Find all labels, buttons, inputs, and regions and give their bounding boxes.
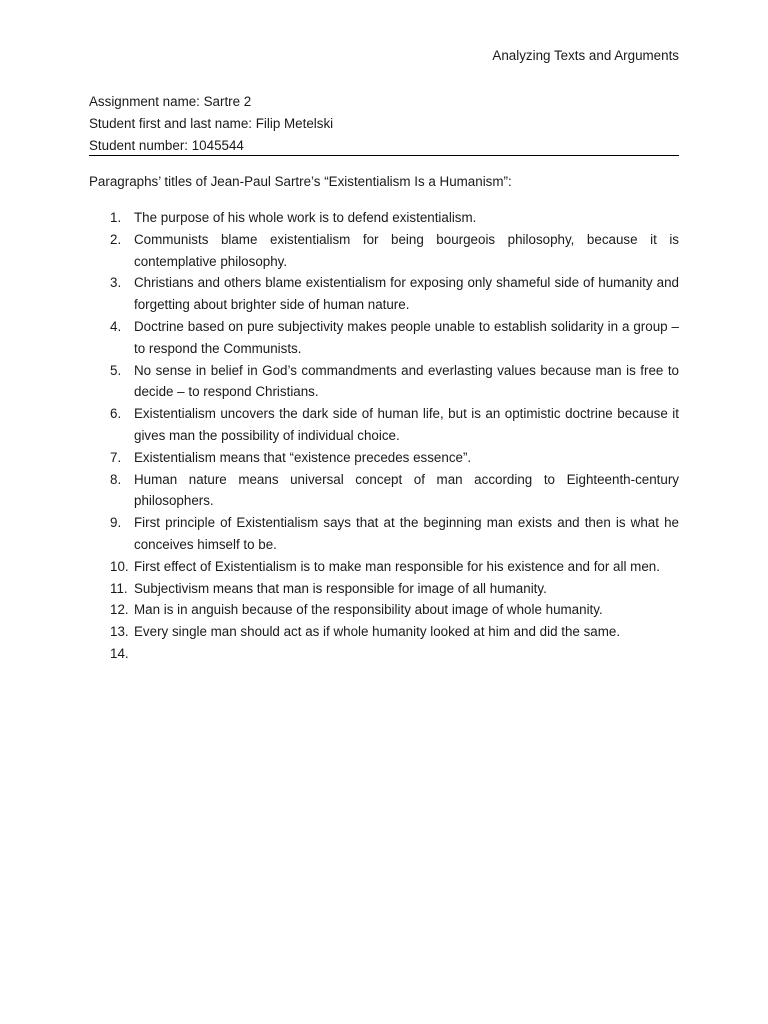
list-item-number: 4. [110,318,122,334]
list-item-number: 2. [110,231,122,247]
list-item-text: Every single man should act as if whole humanity looked at him and did the same. [134,624,621,640]
list-item-text: Communists blame existentialism for being bourgeois philosophy, because it is contemplative philosophy. [134,231,679,269]
assignment-name: Assignment name: Sartre 2 [89,94,252,109]
list-item [89,403,679,447]
student-info-block [89,93,679,159]
list-item [89,469,679,513]
list-item [89,207,679,229]
list-item [89,578,679,600]
list-item-text [134,643,679,665]
list-item-number: 5. [110,362,122,378]
list-item [89,556,679,578]
list-item-text: Subjectivism means that man is responsible for image of all humanity. [134,580,547,596]
list-item-number: 9. [110,515,122,531]
list-item-text: Christians and others blame existentialism for exposing only shameful side of humanity and forgetting about brighter side of human nature. [134,275,679,313]
list-item [89,599,679,621]
list-item-text: No sense in belief in God’s commandments and everlasting values because man is free to decide – to respond Christians. [134,362,679,400]
list-item-text: Doctrine based on pure subjectivity makes people unable to establish solidarity in a group – to respond the Communists. [134,318,679,356]
list-item [89,512,679,556]
list-item-text: Human nature means universal concept of man according to Eighteenth-century philosophers. [134,471,679,509]
list-item-text: First effect of Existentialism is to make man responsible for his existence and for all men. [134,558,660,574]
list-item-number: 11. [110,580,128,596]
horizontal-divider [89,155,679,156]
list-item-number: 12. [110,602,129,618]
list-item-number: 3. [110,275,122,291]
list-item [89,229,679,273]
list-item-number: 10. [110,558,129,574]
list-item-number: 14. [110,645,129,661]
list-item-text: The purpose of his whole work is to defend existentialism. [134,210,477,225]
list-item-text: Man is in anguish because of the responsibility about image of whole humanity. [134,602,603,618]
student-name: Student first and last name: Filip Metelski [89,116,334,131]
list-item [89,621,679,643]
list-item-text: Existentialism uncovers the dark side of human life, but is an optimistic doctrine because it gives man the possibility of individual choice. [134,406,679,443]
list-item-number: 8. [110,471,122,487]
student-number: Student number: 1045544 [89,138,244,153]
list-intro: Paragraphs’ titles of Jean-Paul Sartre’s “Existentialism Is a Humanism”: [89,174,512,189]
list-item-text: First principle of Existentialism says that at the beginning man exists and then is what he conceives himself to be. [134,515,679,552]
list-item [89,272,679,316]
list-item-number: 6. [110,406,122,422]
list-item-text: Existentialism means that “existence precedes essence”. [134,449,472,465]
list-item [89,316,679,360]
list-item [89,360,679,404]
list-item-number: 1. [110,210,122,225]
paragraph-titles-list [89,207,679,665]
list-item [89,643,679,665]
list-item-number: 13. [110,624,129,640]
list-item [89,447,679,469]
page-header-course-title: Analyzing Texts and Arguments [492,48,679,63]
list-item-number: 7. [110,449,122,465]
